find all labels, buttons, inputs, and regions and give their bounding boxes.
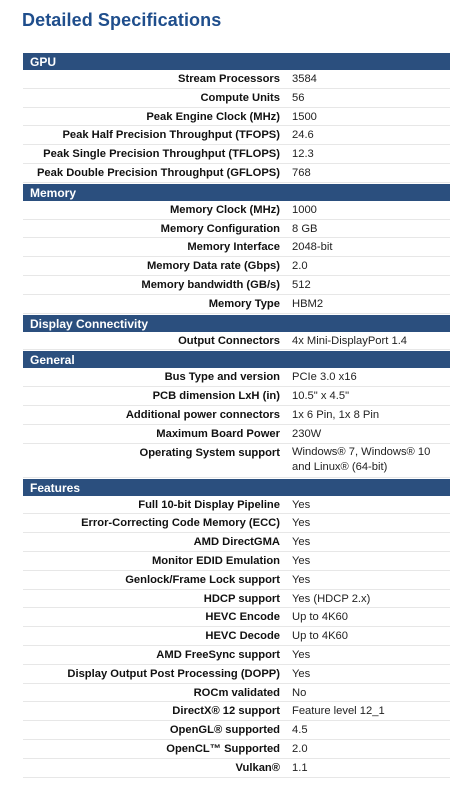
spec-label: HEVC Decode bbox=[205, 630, 280, 643]
spec-row bbox=[23, 332, 450, 351]
spec-row bbox=[23, 684, 450, 703]
spec-value: Yes bbox=[292, 517, 311, 530]
spec-label: PCB dimension LxH (in) bbox=[152, 390, 280, 403]
spec-label: AMD DirectGMA bbox=[193, 536, 280, 549]
spec-label: Genlock/Frame Lock support bbox=[125, 573, 280, 586]
section-header: General bbox=[23, 350, 450, 368]
spec-value: Yes bbox=[292, 648, 311, 661]
spec-row bbox=[23, 571, 450, 590]
spec-label: Peak Single Precision Throughput (TFLOPS) bbox=[43, 148, 280, 161]
spec-row bbox=[23, 238, 450, 257]
spec-row bbox=[23, 126, 450, 145]
spec-value: 512 bbox=[292, 278, 311, 291]
section-header: Features bbox=[23, 478, 450, 496]
spec-row bbox=[23, 721, 450, 740]
spec-label: OpenCL™ Supported bbox=[166, 742, 280, 755]
spec-row bbox=[23, 257, 450, 276]
spec-label: Memory Clock (MHz) bbox=[169, 203, 280, 216]
spec-label: Display Output Post Processing (DOPP) bbox=[67, 667, 280, 680]
spec-row bbox=[23, 514, 450, 533]
spec-value: 24.6 bbox=[292, 129, 314, 142]
section-header: Display Connectivity bbox=[23, 314, 450, 332]
spec-row bbox=[23, 295, 450, 314]
spec-value: 1.1 bbox=[292, 761, 308, 774]
spec-row bbox=[23, 608, 450, 627]
spec-row bbox=[23, 425, 450, 444]
spec-row bbox=[23, 533, 450, 552]
spec-row bbox=[23, 89, 450, 108]
spec-label: Full 10-bit Display Pipeline bbox=[138, 498, 280, 511]
spec-value: 1500 bbox=[292, 110, 317, 123]
spec-value: Yes bbox=[292, 498, 311, 511]
spec-label: Vulkan® bbox=[235, 761, 280, 774]
spec-label: Memory Type bbox=[208, 297, 280, 310]
spec-label: OpenGL® supported bbox=[169, 724, 280, 737]
spec-value: 10.5" x 4.5" bbox=[292, 390, 350, 403]
spec-row bbox=[23, 108, 450, 127]
spec-label: AMD FreeSync support bbox=[156, 648, 280, 661]
spec-row bbox=[23, 552, 450, 571]
spec-value: 56 bbox=[292, 91, 305, 104]
spec-row bbox=[23, 702, 450, 721]
spec-value: Yes bbox=[292, 554, 311, 567]
spec-value: No bbox=[292, 686, 307, 699]
spec-row bbox=[23, 496, 450, 515]
spec-value: 3584 bbox=[292, 73, 317, 85]
spec-label: Stream Processors bbox=[178, 73, 280, 85]
spec-value: 12.3 bbox=[292, 148, 314, 161]
spec-label: Bus Type and version bbox=[164, 371, 280, 384]
spec-value: 8 GB bbox=[292, 222, 318, 235]
page-title: Detailed Specifications bbox=[22, 10, 222, 30]
spec-label: Monitor EDID Emulation bbox=[151, 554, 280, 567]
spec-label: Operating System support bbox=[139, 446, 280, 459]
spec-row bbox=[23, 444, 450, 478]
spec-value: 1000 bbox=[292, 203, 317, 216]
spec-label: Memory bandwidth (GB/s) bbox=[141, 278, 280, 291]
spec-value: 4x Mini-DisplayPort 1.4 bbox=[292, 334, 408, 347]
spec-value: 2.0 bbox=[292, 742, 308, 755]
spec-row bbox=[23, 646, 450, 665]
spec-value: HBM2 bbox=[292, 297, 324, 310]
spec-label: Maximum Board Power bbox=[156, 427, 280, 440]
section-header: GPU bbox=[23, 52, 450, 70]
spec-value: Feature level 12_1 bbox=[292, 705, 385, 718]
spec-value: Windows® 7, Windows® 10 and Linux® (64-bit) bbox=[292, 445, 431, 473]
spec-value: 768 bbox=[292, 166, 311, 179]
spec-row bbox=[23, 368, 450, 387]
spec-value: Yes bbox=[292, 667, 311, 680]
spec-label: Peak Half Precision Throughput (TFOPS) bbox=[62, 129, 280, 142]
spec-value: 4.5 bbox=[292, 724, 308, 737]
spec-value: Yes (HDCP 2.x) bbox=[292, 592, 371, 605]
spec-row bbox=[23, 164, 450, 183]
spec-row bbox=[23, 220, 450, 239]
spec-value: 230W bbox=[292, 427, 322, 440]
spec-value: Yes bbox=[292, 573, 311, 586]
spec-row bbox=[23, 590, 450, 609]
spec-label: Output Connectors bbox=[178, 334, 280, 347]
spec-value: 1x 6 Pin, 1x 8 Pin bbox=[292, 408, 380, 421]
spec-row bbox=[23, 387, 450, 406]
spec-value: Up to 4K60 bbox=[292, 630, 348, 643]
spec-label: Compute Units bbox=[200, 91, 280, 104]
spec-value: Yes bbox=[292, 536, 311, 549]
spec-label: Memory Configuration bbox=[160, 222, 280, 235]
spec-row bbox=[23, 276, 450, 295]
spec-row bbox=[23, 627, 450, 646]
spec-label: Error-Correcting Code Memory (ECC) bbox=[81, 517, 280, 530]
spec-label: Memory Data rate (Gbps) bbox=[146, 260, 280, 273]
spec-value: Up to 4K60 bbox=[292, 611, 348, 624]
spec-label: Peak Engine Clock (MHz) bbox=[146, 110, 280, 123]
spec-table bbox=[23, 52, 450, 778]
spec-row bbox=[23, 665, 450, 684]
spec-row bbox=[23, 759, 450, 778]
spec-label: Memory Interface bbox=[187, 241, 280, 254]
spec-label: DirectX® 12 support bbox=[172, 705, 280, 718]
spec-row bbox=[23, 740, 450, 759]
spec-value: PCIe 3.0 x16 bbox=[292, 371, 357, 384]
spec-value: 2.0 bbox=[292, 260, 308, 273]
spec-label: ROCm validated bbox=[193, 686, 280, 699]
spec-label: Peak Double Precision Throughput (GFLOPS) bbox=[36, 166, 280, 179]
spec-row bbox=[23, 145, 450, 164]
spec-label: HEVC Encode bbox=[205, 611, 280, 624]
spec-label: HDCP support bbox=[203, 592, 280, 605]
spec-row bbox=[23, 70, 450, 89]
spec-row bbox=[23, 201, 450, 220]
section-header: Memory bbox=[23, 183, 450, 201]
spec-row bbox=[23, 406, 450, 425]
spec-label: Additional power connectors bbox=[125, 408, 280, 421]
spec-value: 2048-bit bbox=[292, 241, 333, 254]
